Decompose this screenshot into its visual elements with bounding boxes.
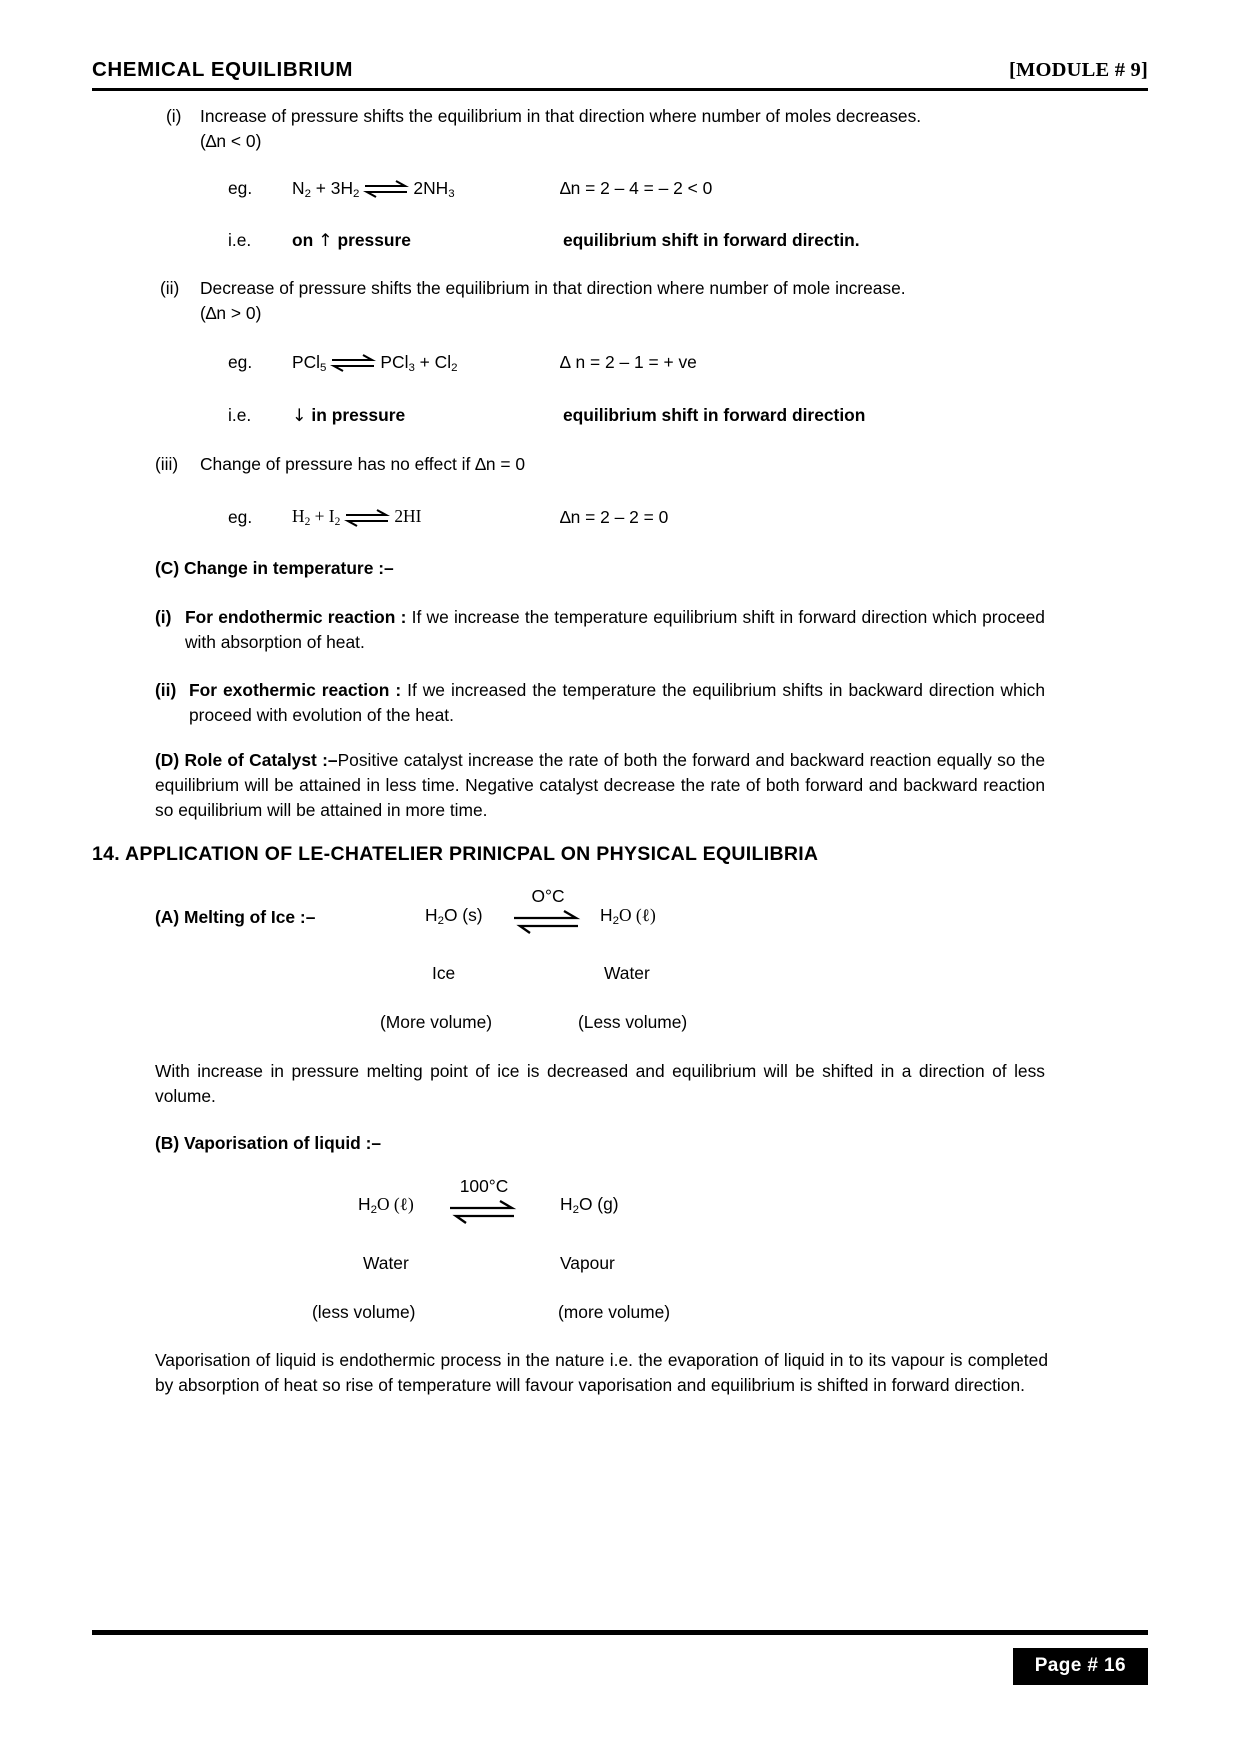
example-3-label: eg. <box>228 507 253 527</box>
equilibrium-arrow-labelled-icon <box>448 1176 520 1220</box>
melting-of-ice-reactant-name: Ice <box>432 963 456 983</box>
list-text: Increase of pressure shifts the equilibrium in that direction where number of moles decreases. <box>200 106 922 126</box>
arrow-temperature-label: O°C <box>531 886 565 906</box>
vaporisation-reactant-name: Water <box>363 1253 409 1273</box>
example-1-delta-n: ∆n = 2 – 4 = – 2 < 0 <box>560 178 713 198</box>
melting-of-ice-product: $H_2O$ (ℓ) <box>600 905 656 928</box>
equilibrium-arrow-labelled-icon <box>512 886 584 930</box>
example-1-reactants: $N_2 + 3H_2$ <box>292 178 360 201</box>
list-marker: (iii) <box>155 454 179 474</box>
page-number-badge: Page # 16 <box>1013 1648 1148 1685</box>
vaporisation-product-volume: (more volume) <box>558 1302 671 1322</box>
melting-of-ice-product-name: Water <box>604 963 650 983</box>
example-3-equation <box>292 504 421 529</box>
ie-result-1: equilibrium shift in forward directin. <box>563 230 860 250</box>
page-header <box>92 58 1148 82</box>
vaporisation-reactant: $H_2O$ (ℓ) <box>358 1194 414 1217</box>
vaporisation-heading: (B) Vaporisation of liquid :– <box>155 1133 382 1153</box>
melting-of-ice-heading: (A) Melting of Ice :– <box>155 907 316 927</box>
melting-of-ice-reactant-volume: (More volume) <box>380 1012 493 1032</box>
example-2-equation <box>292 350 457 375</box>
example-3-products: 2HI <box>394 506 422 526</box>
ie-label-2: i.e. <box>228 405 252 425</box>
endothermic-paragraph <box>155 605 1045 655</box>
endothermic-lead: For endothermic reaction <box>185 607 396 627</box>
example-3-delta-n: ∆n = 2 – 2 = 0 <box>560 507 669 527</box>
page-header-module: [MODULE # 9] <box>1008 59 1148 81</box>
melting-of-ice-product-volume: (Less volume) <box>578 1012 688 1032</box>
pressure-effect-item-2 <box>160 276 1054 301</box>
equilibrium-arrow-icon <box>344 508 390 528</box>
example-2-label: eg. <box>228 352 253 372</box>
exothermic-lead: For exothermic reaction <box>189 680 390 700</box>
exothermic-paragraph <box>155 678 1045 728</box>
list-marker: (i) <box>155 607 172 627</box>
pressure-effect-condition-1: (∆n < 0) <box>200 131 262 151</box>
section-14-heading: 14. APPLICATION OF LE-CHATELIER PRINICPAL ON PHYSICAL EQUILIBRIA <box>92 843 819 865</box>
ie-action-1: on ↑ pressure <box>292 230 411 251</box>
melting-of-ice-reactant: $H_2O$ (s) <box>425 905 483 928</box>
endothermic-text: For endothermic reaction : If we increase the temperature equilibrium shift in forward direction which proceed with absorption of heat. <box>185 607 1045 652</box>
list-marker: (ii) <box>155 680 177 700</box>
example-2-reactants: PCl$_5$ <box>292 352 327 375</box>
arrow-temperature-label: 100°C <box>459 1176 509 1196</box>
arrow-up-icon: ↑ <box>318 231 333 251</box>
header-divider <box>92 88 1148 91</box>
vaporisation-reactant-volume: (less volume) <box>312 1302 416 1322</box>
catalyst-lead: (D) Role of Catalyst :– <box>155 750 338 770</box>
list-text: Decrease of pressure shifts the equilibrium in that direction where number of mole increase. <box>200 278 906 298</box>
vaporisation-note: Vaporisation of liquid is endothermic process in the nature i.e. the evaporation of liquid in to its vapour is completed by absorption of heat so rise of temperature will favour vaporisation and equilibrium is shifted in forward direction. <box>155 1350 1048 1395</box>
ie-label-1: i.e. <box>228 230 252 250</box>
catalyst-paragraph: (D) Role of Catalyst :–Positive catalyst increase the rate of both the forward and backward reaction equally so the equilibrium will be attained in less time. Negative catalyst decrease the rate of both forward and backward reaction so equilibrium will be attained in more time. <box>155 750 1045 820</box>
melting-of-ice-note: With increase in pressure melting point of ice is decreased and equilibrium will be shifted in a direction of less volume. <box>155 1061 1045 1106</box>
vaporisation-product: $H_2O$ (g) <box>560 1194 619 1217</box>
example-3-reactants: $H_2 + I_2$ <box>292 506 341 529</box>
list-marker: (i) <box>166 106 182 126</box>
ie-result-2: equilibrium shift in forward direction <box>563 405 866 425</box>
example-2-delta-n: ∆ n = 2 – 1 = + ve <box>560 352 697 372</box>
temperature-section-heading: (C) Change in temperature :– <box>155 558 394 578</box>
footer-divider <box>92 1630 1148 1635</box>
page-header-title: CHEMICAL EQUILIBRIUM <box>92 58 354 81</box>
arrow-down-icon: ↓ <box>292 406 307 426</box>
list-marker: (ii) <box>160 278 180 298</box>
list-text: Change of pressure has no effect if ∆n = 0 <box>200 454 526 474</box>
pressure-effect-item-1 <box>166 104 1054 129</box>
example-1-equation <box>292 176 455 201</box>
example-1-label: eg. <box>228 178 253 198</box>
exothermic-text: For exothermic reaction : If we increased the temperature the equilibrium shifts in backward direction which proceed with evolution of the heat. <box>189 680 1045 725</box>
melting-of-ice-arrow <box>512 886 584 930</box>
example-1-products: $2NH_3$ <box>413 178 455 201</box>
equilibrium-arrow-icon <box>363 179 409 199</box>
vaporisation-arrow <box>448 1176 520 1220</box>
ie-action-2: ↓ in pressure <box>292 405 406 426</box>
pressure-effect-item-3 <box>155 452 1054 477</box>
vaporisation-product-name: Vapour <box>560 1253 615 1273</box>
example-2-products: $PCl_3 + Cl_2$ <box>380 352 458 375</box>
pressure-effect-condition-2: (∆n > 0) <box>200 303 262 323</box>
equilibrium-arrow-icon <box>330 353 376 373</box>
